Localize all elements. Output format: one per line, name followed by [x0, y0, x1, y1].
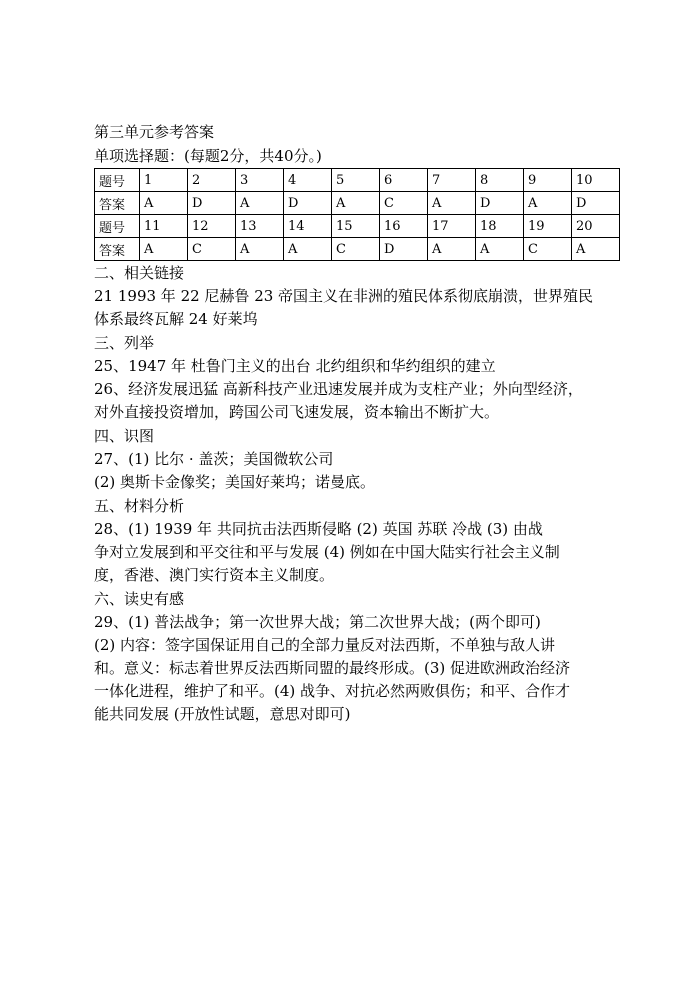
- table-cell: D: [188, 192, 236, 215]
- table-cell: A: [428, 238, 476, 261]
- part4-heading: 四、识图: [94, 427, 155, 445]
- table-cell: D: [284, 192, 332, 215]
- table-cell: 12: [188, 215, 236, 238]
- part5-line: 争对立发展到和平交往和平与发展 (4) 例如在中国大陆实行社会主义制: [94, 543, 560, 561]
- table-cell: 7: [428, 169, 476, 192]
- table-cell: 10: [572, 169, 620, 192]
- part3-line: 26、经济发展迅猛 高新科技产业迅速发展并成为支柱产业；外向型经济，: [94, 380, 583, 398]
- part2-line: 21 1993 年 22 尼赫鲁 23 帝国主义在非洲的殖民体系彻底崩溃，世界殖民: [94, 287, 594, 305]
- part3-heading: 三、列举: [94, 334, 155, 352]
- table-cell: A: [428, 192, 476, 215]
- part5-line: 度，香港、澳门实行资本主义制度。: [94, 566, 335, 584]
- part5-body: [94, 518, 634, 587]
- table-row: [95, 215, 620, 238]
- table-row-header: 答案: [95, 238, 140, 261]
- part5-line: 28、(1) 1939 年 共同抗击法西斯侵略 (2) 英国 苏联 冷战 (3) 由战: [94, 520, 543, 538]
- part2-line: 体系最终瓦解 24 好莱坞: [94, 310, 258, 328]
- table-cell: D: [572, 192, 620, 215]
- table-cell: C: [380, 192, 428, 215]
- table-cell: A: [476, 238, 524, 261]
- part1-heading: 单项选择题：(每题2分，共40分。): [94, 147, 322, 165]
- table-cell: 11: [140, 215, 188, 238]
- part2-heading: 二、相关链接: [94, 264, 185, 282]
- table-cell: 18: [476, 215, 524, 238]
- part6-line: (2) 内容：签字国保证用自己的全部力量反对法西斯，不单独与敌人讲: [94, 636, 556, 654]
- table-cell: 19: [524, 215, 572, 238]
- table-cell: D: [380, 238, 428, 261]
- part6-line: 一体化进程，维护了和平。(4) 战争、对抗必然两败俱伤；和平、合作才: [94, 682, 571, 700]
- table-cell: A: [332, 192, 380, 215]
- table-cell: 5: [332, 169, 380, 192]
- table-cell: 15: [332, 215, 380, 238]
- part6-body: [94, 611, 634, 726]
- table-cell: A: [524, 192, 572, 215]
- part6-line: 和。意义：标志着世界反法西斯同盟的最终形成。(3) 促进欧洲政治经济: [94, 659, 571, 677]
- table-cell: 16: [380, 215, 428, 238]
- table-row: [95, 192, 620, 215]
- table-cell: A: [284, 238, 332, 261]
- part4-line: 27、(1) 比尔 · 盖茨；美国微软公司: [94, 450, 334, 468]
- table-cell: A: [572, 238, 620, 261]
- table-cell: C: [332, 238, 380, 261]
- table-cell: 9: [524, 169, 572, 192]
- table-cell: 20: [572, 215, 620, 238]
- table-cell: C: [188, 238, 236, 261]
- table-cell: 1: [140, 169, 188, 192]
- part4-line: (2) 奥斯卡金像奖；美国好莱坞；诺曼底。: [94, 473, 376, 491]
- answer-key-content: [94, 120, 634, 726]
- document-title: 第三单元参考答案: [94, 123, 215, 141]
- table-cell: A: [140, 238, 188, 261]
- table-row-header: 题号: [95, 215, 140, 238]
- part3-body: [94, 355, 634, 424]
- table-cell: 13: [236, 215, 284, 238]
- part6-line: 能共同发展 (开放性试题，意思对即可): [94, 705, 351, 723]
- part3-line: 对外直接投资增加，跨国公司飞速发展，资本输出不断扩大。: [94, 403, 500, 421]
- table-row: [95, 169, 620, 192]
- table-cell: 8: [476, 169, 524, 192]
- part4-body: [94, 448, 634, 494]
- table-cell: C: [524, 238, 572, 261]
- table-cell: 6: [380, 169, 428, 192]
- part6-heading: 六、读史有感: [94, 590, 185, 608]
- table-cell: 17: [428, 215, 476, 238]
- part3-line: 25、1947 年 杜鲁门主义的出台 北约组织和华约组织的建立: [94, 357, 496, 375]
- table-cell: 3: [236, 169, 284, 192]
- table-cell: 14: [284, 215, 332, 238]
- part5-heading: 五、材料分析: [94, 497, 185, 515]
- table-cell: D: [476, 192, 524, 215]
- table-cell: 4: [284, 169, 332, 192]
- answer-table: [94, 168, 620, 261]
- part2-body: [94, 285, 634, 331]
- table-cell: A: [236, 238, 284, 261]
- table-cell: A: [140, 192, 188, 215]
- table-row: [95, 238, 620, 261]
- table-cell: 2: [188, 169, 236, 192]
- table-row-header: 题号: [95, 169, 140, 192]
- table-row-header: 答案: [95, 192, 140, 215]
- table-cell: A: [236, 192, 284, 215]
- part6-line: 29、(1) 普法战争；第一次世界大战；第二次世界大战；(两个即可): [94, 613, 541, 631]
